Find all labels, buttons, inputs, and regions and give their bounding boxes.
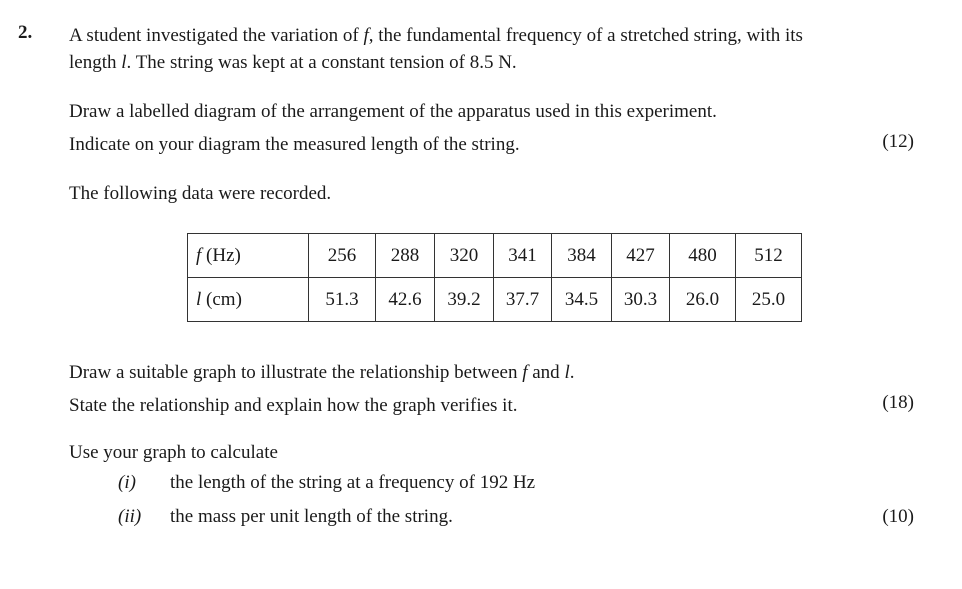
part-c-intro: Use your graph to calculate — [69, 442, 278, 463]
sub-item-label-i: (i) — [118, 472, 136, 493]
table-row-length — [188, 278, 802, 322]
table-cell: 427 — [612, 234, 670, 278]
data-intro: The following data were recorded. — [69, 183, 332, 204]
table-row-header: l (cm) — [188, 278, 309, 322]
part-a-line-2: Indicate on your diagram the measured length of the string. — [69, 134, 520, 155]
sub-item-label-ii: (ii) — [118, 506, 142, 527]
part-b-line-2: State the relationship and explain how the graph verifies it. — [69, 395, 518, 416]
intro-line-1: A student investigated the variation of f, the fundamental frequency of a stretched string, with its — [69, 25, 803, 46]
table-cell: 384 — [552, 234, 612, 278]
part-b-line-1: Draw a suitable graph to illustrate the relationship between f and l. — [69, 362, 575, 383]
table-cell: 37.7 — [494, 278, 552, 322]
part-a-line-1: Draw a labelled diagram of the arrangement of the apparatus used in this experiment. — [69, 101, 717, 122]
table-cell: 256 — [309, 234, 376, 278]
table-cell: 34.5 — [552, 278, 612, 322]
table-row-frequency — [188, 234, 802, 278]
table-cell: 512 — [736, 234, 802, 278]
table-cell: 480 — [670, 234, 736, 278]
part-b-marks: (18) — [882, 392, 914, 413]
table-cell: 320 — [435, 234, 494, 278]
table-cell: 30.3 — [612, 278, 670, 322]
data-table — [187, 233, 802, 322]
part-c-marks: (10) — [882, 506, 914, 527]
table-cell: 288 — [376, 234, 435, 278]
table-cell: 39.2 — [435, 278, 494, 322]
question-number: 2. — [18, 22, 33, 43]
part-a-marks: (12) — [882, 131, 914, 152]
table-cell: 51.3 — [309, 278, 376, 322]
table-cell: 42.6 — [376, 278, 435, 322]
table-cell: 341 — [494, 234, 552, 278]
table-row-header: f (Hz) — [188, 234, 309, 278]
sub-item-text-i: the length of the string at a frequency of 192 Hz — [170, 472, 536, 493]
table-cell: 25.0 — [736, 278, 802, 322]
sub-item-text-ii: the mass per unit length of the string. — [170, 506, 453, 527]
intro-line-2: length l. The string was kept at a constant tension of 8.5 N. — [69, 52, 517, 73]
table-cell: 26.0 — [670, 278, 736, 322]
